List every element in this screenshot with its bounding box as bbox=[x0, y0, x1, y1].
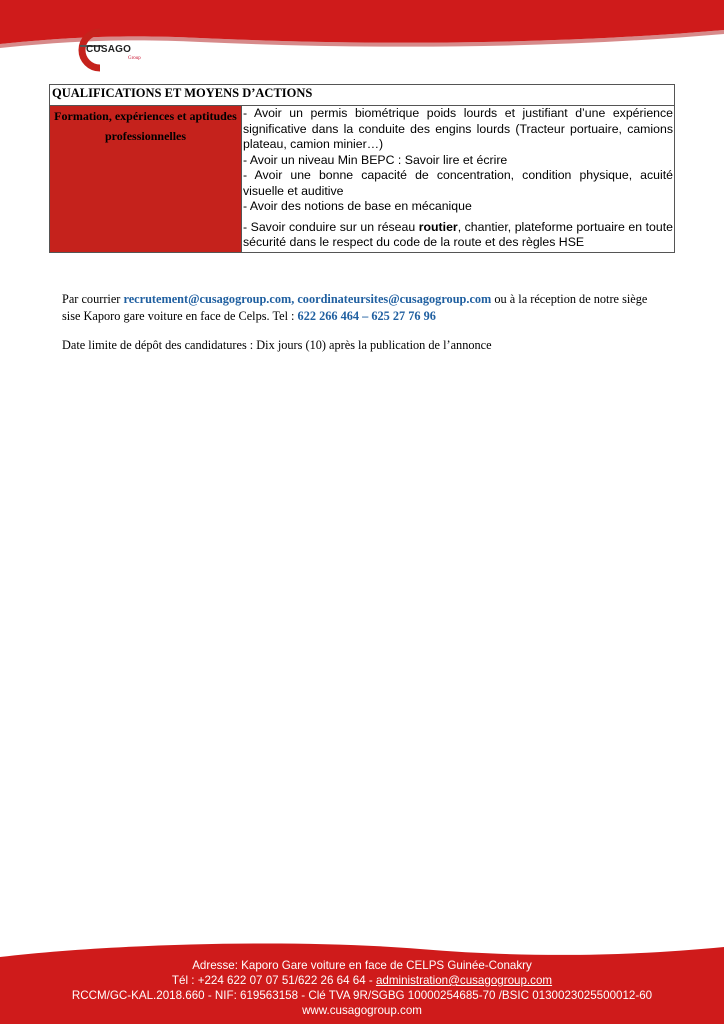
contact-emails[interactable]: recrutement@cusagogroup.com, coordinateursites@cusagogroup.com bbox=[123, 292, 492, 306]
requirement-item: - Avoir des notions de base en mécanique bbox=[243, 199, 472, 213]
table-row bbox=[50, 106, 675, 253]
qualifications-table bbox=[49, 84, 675, 253]
requirement-item: - Avoir un permis biométrique poids lourds et justifiant d’une expérience significative dans la conduite des engins lourds (Tracteur portuaire, camions plateau, camion minier…) bbox=[243, 106, 673, 151]
contact-paragraph: Par courrier recrutement@cusagogroup.com, coordinateursites@cusagogroup.com ou à la réception de notre siège sise Kaporo gare voiture en face de Celps. Tel : 622 266 464 – 625 27 76 96 bbox=[62, 292, 648, 323]
requirements-cell bbox=[242, 106, 675, 253]
footer-website[interactable]: www.cusagogroup.com bbox=[302, 1004, 422, 1017]
footer-email-link[interactable]: administration@cusagogroup.com bbox=[375, 974, 553, 987]
footer-info bbox=[0, 958, 724, 1018]
table-header-row bbox=[50, 85, 675, 106]
requirement-item: - Savoir conduire sur un réseau routier, chantier, plateforme portuaire en toute sécurité dans le respect du code de la route et des règles HSE bbox=[243, 219, 673, 249]
logo-text: CUSAGO bbox=[86, 44, 132, 55]
footer-phone-line: Tél : +224 622 07 07 51/622 26 64 64 - administration@cusagogroup.com bbox=[171, 974, 553, 987]
logo-subtext: Group bbox=[128, 56, 141, 61]
category-label: Formation, expériences et aptitudes professionnelles bbox=[50, 106, 242, 253]
table-header: QUALIFICATIONS ET MOYENS D’ACTIONS bbox=[50, 85, 675, 106]
footer-registration: RCCM/GC-KAL.2018.660 - NIF: 619563158 - Clé TVA 9R/SGBG 10000254685-70 /BSIC 0130023025500012-60 bbox=[71, 989, 653, 1002]
requirement-item: - Avoir une bonne capacité de concentration, condition physique, acuité visuelle et auditive bbox=[243, 168, 673, 198]
requirement-item: - Avoir un niveau Min BEPC : Savoir lire et écrire bbox=[243, 152, 508, 167]
footer-address: Adresse: Kaporo Gare voiture en face de CELPS Guinée-Conakry bbox=[192, 959, 532, 972]
deadline-text: Date limite de dépôt des candidatures : Dix jours (10) après la publication de l’annonce bbox=[62, 338, 492, 352]
contact-phones: 622 266 464 – 625 27 76 96 bbox=[297, 308, 436, 323]
